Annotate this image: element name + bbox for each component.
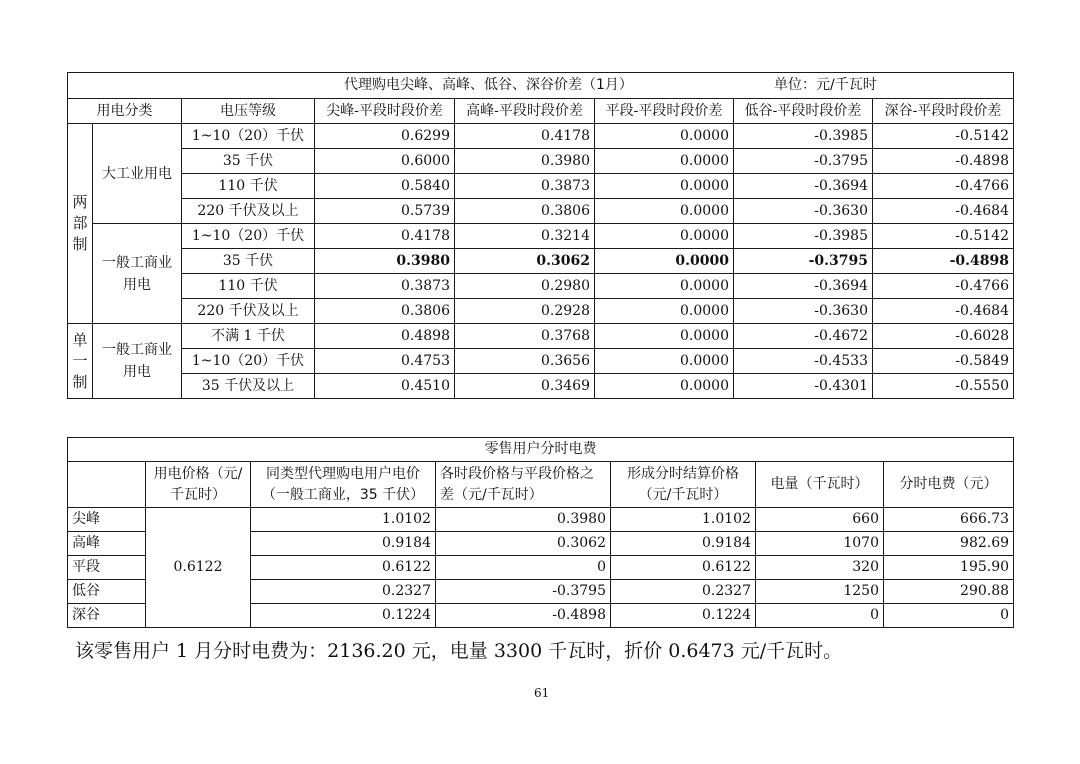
table-title: 零售用户分时电费	[68, 438, 1014, 462]
energy-cell: 1250	[756, 580, 884, 604]
header-price: 用电价格（元/千瓦时）	[146, 462, 251, 508]
value-cell: -0.3630	[734, 299, 873, 324]
header-deep-diff: 深谷-平段时段价差	[873, 99, 1014, 124]
voltage-cell: 1~10（20）千伏	[182, 124, 315, 149]
voltage-cell: 不满 1 千伏	[182, 324, 315, 349]
value-cell: 0.3806	[455, 199, 595, 224]
value-cell: 0.0000	[595, 374, 734, 399]
sub-label-large-industry: 大工业用电	[93, 124, 182, 224]
header-category: 用电分类	[68, 99, 182, 124]
value-cell: 0.3656	[455, 349, 595, 374]
value-cell: 0.3980	[455, 149, 595, 174]
voltage-cell: 220 千伏及以上	[182, 199, 315, 224]
settle-cell: 0.2327	[611, 580, 756, 604]
diff-cell: 0	[436, 556, 611, 580]
table-row	[68, 224, 1014, 249]
table-row	[68, 174, 1014, 199]
value-cell: -0.4898	[873, 149, 1014, 174]
header-agent-price: 同类型代理购电用户电价（一般工商业，35 千伏）	[251, 462, 436, 508]
voltage-cell: 110 千伏	[182, 174, 315, 199]
settle-cell: 0.1224	[611, 604, 756, 628]
value-cell: -0.5142	[873, 124, 1014, 149]
voltage-cell: 35 千伏及以上	[182, 374, 315, 399]
voltage-cell: 110 千伏	[182, 274, 315, 299]
table-title-cell	[68, 73, 1014, 99]
header-high-diff: 高峰-平段时段价差	[455, 99, 595, 124]
table-row	[68, 508, 1014, 532]
group-label-two-part: 两部制	[68, 124, 93, 324]
voltage-cell: 220 千伏及以上	[182, 299, 315, 324]
value-cell: 0.0000	[595, 324, 734, 349]
value-cell: -0.3985	[734, 224, 873, 249]
value-cell: -0.4898	[873, 249, 1014, 274]
value-cell: 0.4898	[315, 324, 455, 349]
agent-price-cell: 1.0102	[251, 508, 436, 532]
price-cell: 0.6122	[146, 508, 251, 628]
value-cell: 0.0000	[595, 174, 734, 199]
table-row	[68, 324, 1014, 349]
table-row	[68, 124, 1014, 149]
period-cell: 低谷	[68, 580, 146, 604]
value-cell: 0.6299	[315, 124, 455, 149]
table-row	[68, 349, 1014, 374]
voltage-cell: 35 千伏	[182, 249, 315, 274]
table-title-row	[68, 438, 1014, 462]
fee-cell: 290.88	[884, 580, 1014, 604]
period-cell: 尖峰	[68, 508, 146, 532]
sub-label-general-ci-single: 一般工商业用电	[93, 324, 182, 399]
voltage-cell: 1~10（20）千伏	[182, 224, 315, 249]
summary-text: 该零售用户 1 月分时电费为：2136.20 元，电量 3300 千瓦时，折价 0.6473 元/千瓦时。	[75, 640, 843, 662]
value-cell: 0.0000	[595, 224, 734, 249]
header-energy: 电量（千瓦时）	[756, 462, 884, 508]
agent-price-cell: 0.9184	[251, 532, 436, 556]
period-cell: 深谷	[68, 604, 146, 628]
value-cell: 0.3873	[315, 274, 455, 299]
value-cell: -0.4672	[734, 324, 873, 349]
value-cell: -0.3694	[734, 174, 873, 199]
diff-cell: 0.3062	[436, 532, 611, 556]
value-cell: 0.0000	[595, 299, 734, 324]
header-blank	[68, 462, 146, 508]
energy-cell: 0	[756, 604, 884, 628]
period-cell: 平段	[68, 556, 146, 580]
table-row	[68, 299, 1014, 324]
fee-cell: 666.73	[884, 508, 1014, 532]
header-diff: 各时段价格与平段价格之差（元/千瓦时）	[436, 462, 611, 508]
value-cell: -0.4684	[873, 199, 1014, 224]
energy-cell: 320	[756, 556, 884, 580]
voltage-cell: 1~10（20）千伏	[182, 349, 315, 374]
value-cell: -0.6028	[873, 324, 1014, 349]
value-cell: 0.4510	[315, 374, 455, 399]
value-cell: 0.0000	[595, 149, 734, 174]
value-cell: 0.0000	[595, 349, 734, 374]
sub-label-general-ci: 一般工商业用电	[93, 224, 182, 324]
value-cell: 0.3062	[455, 249, 595, 274]
value-cell: -0.3630	[734, 199, 873, 224]
value-cell: 0.4178	[455, 124, 595, 149]
header-row	[68, 462, 1014, 508]
value-cell: 0.5739	[315, 199, 455, 224]
group-label-single: 单一制	[68, 324, 93, 399]
energy-cell: 1070	[756, 532, 884, 556]
value-cell: -0.3694	[734, 274, 873, 299]
agent-price-cell: 0.1224	[251, 604, 436, 628]
header-low-diff: 低谷-平段时段价差	[734, 99, 873, 124]
diff-cell: -0.3795	[436, 580, 611, 604]
value-cell: 0.3768	[455, 324, 595, 349]
value-cell: 0.3980	[315, 249, 455, 274]
unit-label: 单位：元/千瓦时	[774, 77, 877, 93]
settle-cell: 0.9184	[611, 532, 756, 556]
header-settle: 形成分时结算价格（元/千瓦时）	[611, 462, 756, 508]
value-cell: -0.3795	[734, 249, 873, 274]
diff-cell: -0.4898	[436, 604, 611, 628]
value-cell: 0.3469	[455, 374, 595, 399]
fee-cell: 195.90	[884, 556, 1014, 580]
retail-fee-table	[67, 437, 1014, 628]
value-cell: -0.4684	[873, 299, 1014, 324]
value-cell: -0.5849	[873, 349, 1014, 374]
value-cell: 0.0000	[595, 199, 734, 224]
value-cell: 0.3873	[455, 174, 595, 199]
value-cell: -0.3985	[734, 124, 873, 149]
value-cell: -0.5550	[873, 374, 1014, 399]
value-cell: -0.3795	[734, 149, 873, 174]
period-cell: 高峰	[68, 532, 146, 556]
value-cell: 0.6000	[315, 149, 455, 174]
header-row	[68, 99, 1014, 124]
value-cell: -0.5142	[873, 224, 1014, 249]
value-cell: 0.4178	[315, 224, 455, 249]
agent-price-cell: 0.2327	[251, 580, 436, 604]
header-voltage: 电压等级	[182, 99, 315, 124]
fee-cell: 982.69	[884, 532, 1014, 556]
table-row	[68, 274, 1014, 299]
header-fee: 分时电费（元）	[884, 462, 1014, 508]
value-cell: -0.4301	[734, 374, 873, 399]
value-cell: 0.0000	[595, 274, 734, 299]
voltage-cell: 35 千伏	[182, 149, 315, 174]
value-cell: 0.0000	[595, 124, 734, 149]
value-cell: 0.2980	[455, 274, 595, 299]
fee-cell: 0	[884, 604, 1014, 628]
table-row	[68, 374, 1014, 399]
page-number: 61	[534, 686, 550, 700]
table-row-highlighted	[68, 249, 1014, 274]
value-cell: 0.2928	[455, 299, 595, 324]
table-row	[68, 199, 1014, 224]
agent-price-cell: 0.6122	[251, 556, 436, 580]
value-cell: 0.3214	[455, 224, 595, 249]
value-cell: 0.3806	[315, 299, 455, 324]
price-difference-table	[67, 72, 1014, 399]
diff-cell: 0.3980	[436, 508, 611, 532]
value-cell: -0.4766	[873, 274, 1014, 299]
value-cell: 0.0000	[595, 249, 734, 274]
value-cell: -0.4533	[734, 349, 873, 374]
table-title-row	[68, 73, 1014, 99]
energy-cell: 660	[756, 508, 884, 532]
table-title: 代理购电尖峰、高峰、低谷、深谷价差（1月）	[344, 77, 633, 93]
value-cell: 0.4753	[315, 349, 455, 374]
header-peak-diff: 尖峰-平段时段价差	[315, 99, 455, 124]
header-flat-diff: 平段-平段时段价差	[595, 99, 734, 124]
settle-cell: 1.0102	[611, 508, 756, 532]
table-row	[68, 149, 1014, 174]
value-cell: 0.5840	[315, 174, 455, 199]
settle-cell: 0.6122	[611, 556, 756, 580]
value-cell: -0.4766	[873, 174, 1014, 199]
